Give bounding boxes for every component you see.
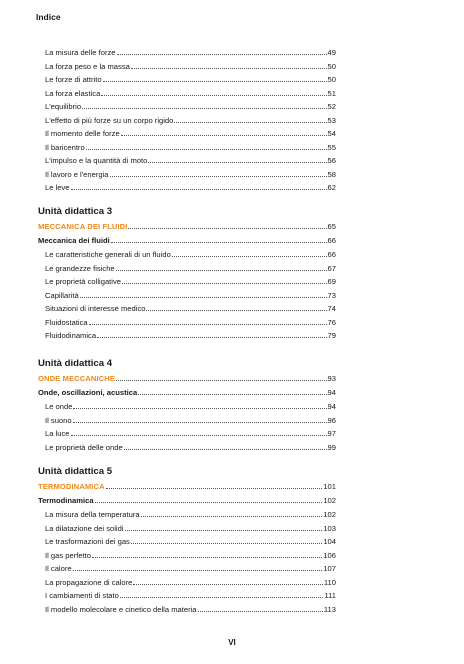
dot-leader — [117, 54, 327, 55]
toc-chapter[interactable] — [38, 384, 336, 397]
toc-page-number: 102 — [323, 510, 336, 519]
toc-entry[interactable] — [38, 166, 336, 179]
toc-page-number: 94 — [327, 402, 336, 411]
toc-page-number: 50 — [327, 75, 336, 84]
toc-entry-title: Fluidostatica — [45, 317, 88, 327]
toc-page-number: 74 — [327, 304, 336, 313]
toc-page-number: 101 — [323, 482, 336, 491]
toc-entry-title: Il lavoro e l'energia — [45, 169, 109, 179]
toc-page-number: 94 — [327, 388, 336, 397]
toc-entry[interactable] — [38, 425, 336, 438]
toc-entry[interactable] — [38, 587, 336, 600]
toc-entry[interactable] — [38, 44, 336, 57]
toc-entry[interactable] — [38, 125, 336, 138]
toc-entry[interactable] — [38, 273, 336, 286]
toc-entry[interactable] — [38, 58, 336, 71]
toc-entry-title: L'effetto di più forze su un corpo rigido — [45, 115, 174, 125]
toc-entry[interactable] — [38, 547, 336, 560]
dot-leader — [131, 68, 327, 69]
toc-entry[interactable] — [38, 287, 336, 300]
dot-leader — [86, 149, 327, 150]
toc-page-number: 66 — [327, 250, 336, 259]
toc-entry-title: La misura della temperatura — [45, 510, 140, 519]
toc-page-number: 54 — [327, 129, 336, 138]
dot-leader — [122, 283, 327, 284]
toc-chapter[interactable] — [38, 232, 336, 245]
dot-leader — [138, 394, 326, 395]
toc-entry[interactable] — [38, 179, 336, 192]
toc-page-number: 50 — [327, 61, 336, 71]
dot-leader — [128, 228, 326, 229]
dot-leader — [133, 584, 322, 585]
toc-entry-title: L'equilibrio — [45, 102, 82, 111]
dot-leader — [92, 557, 322, 558]
toc-entry[interactable] — [38, 506, 336, 519]
page-number: VI — [228, 638, 236, 647]
toc-entry-title: La dilatazione dei solidi — [45, 523, 124, 533]
toc-entry-title: MECCANICA DEI FLUIDI — [38, 222, 128, 231]
toc-entry-title: La misura delle forze — [45, 48, 116, 57]
toc-entry[interactable] — [38, 246, 336, 259]
unit-title: Unità didattica 5 — [38, 466, 113, 477]
toc-entry-title: La forza elastica — [45, 88, 101, 98]
toc-entry-title: Situazioni di interesse medico — [45, 304, 146, 313]
toc-entry-title: Le leve — [45, 183, 70, 192]
toc-page-number: 106 — [323, 550, 336, 560]
dot-leader — [121, 135, 327, 136]
toc-entry-title: Le onde — [45, 402, 73, 411]
dot-leader — [172, 256, 327, 257]
toc-entry-title: L'impulso e la quantità di moto — [45, 156, 148, 165]
toc-entry[interactable] — [38, 300, 336, 313]
toc-entry-title: Onde, oscillazioni, acustica — [38, 388, 138, 397]
toc-entry-title: Le caratteristiche generali di un fluido — [45, 250, 171, 259]
toc-entry[interactable] — [38, 601, 336, 614]
toc-page-number: 102 — [323, 496, 336, 505]
toc-entry[interactable] — [38, 260, 336, 273]
toc-section[interactable] — [38, 370, 336, 383]
toc-entry-title: La luce — [45, 429, 70, 438]
toc-entry[interactable] — [38, 327, 336, 340]
toc-chapter[interactable] — [38, 492, 336, 505]
toc-page-number: 51 — [327, 88, 336, 98]
toc-entry[interactable] — [38, 439, 336, 452]
toc-entry-title: I cambiamenti di stato — [45, 591, 119, 600]
dot-leader — [97, 337, 326, 338]
toc-page-number: 49 — [327, 48, 336, 57]
toc-page-number: 113 — [323, 604, 336, 614]
toc-page-number: 93 — [327, 374, 336, 383]
toc-entry[interactable] — [38, 85, 336, 98]
header-title: Indice — [36, 12, 61, 22]
dot-leader — [131, 543, 322, 544]
toc-entry[interactable] — [38, 152, 336, 165]
toc-page-number: 73 — [327, 290, 336, 300]
dot-leader — [116, 380, 327, 381]
toc-page-number: 65 — [327, 222, 336, 231]
dot-leader — [110, 176, 327, 177]
toc-page-number: 66 — [327, 236, 336, 245]
toc-page-number: 97 — [327, 429, 336, 438]
toc-page-number: 103 — [323, 523, 336, 533]
toc-entry-title: Fluidodinamica — [45, 331, 97, 340]
toc-page-number: 62 — [327, 183, 336, 192]
dot-leader — [71, 189, 327, 190]
toc-entry-title: Capillarità — [45, 290, 79, 300]
toc-page-number: 107 — [323, 564, 336, 573]
toc-page-number: 96 — [327, 415, 336, 425]
toc-entry-title: Le proprietà colligative — [45, 277, 121, 286]
dot-leader — [73, 570, 323, 571]
toc-page-number: 79 — [327, 331, 336, 340]
toc-entry-title: Il baricentro — [45, 142, 85, 152]
dot-leader — [101, 95, 326, 96]
unit-title: Unità didattica 4 — [38, 358, 113, 369]
toc-entry[interactable] — [38, 533, 336, 546]
toc-page-number: 104 — [323, 537, 336, 546]
toc-entry[interactable] — [38, 112, 336, 125]
toc-entry-title: TERMODINAMICA — [38, 482, 105, 491]
toc-page-number: 76 — [327, 317, 336, 327]
dot-leader — [124, 449, 327, 450]
toc-entry-title: ONDE MECCANICHE — [38, 374, 116, 383]
dot-leader — [103, 81, 327, 82]
toc-entry-title: Le trasformazioni dei gas — [45, 537, 130, 546]
toc-entry-title: Il modello molecolare e cinetico della materia — [45, 604, 197, 614]
toc-entry[interactable] — [38, 560, 336, 573]
toc-entry[interactable] — [38, 398, 336, 411]
dot-leader — [116, 270, 327, 271]
dot-leader — [141, 516, 323, 517]
toc-entry-title: La forza peso e la massa — [45, 61, 130, 71]
toc-entry[interactable] — [38, 314, 336, 327]
dot-leader — [89, 324, 327, 325]
toc-page-number: 99 — [327, 442, 336, 452]
dot-leader — [120, 597, 324, 598]
toc-entry[interactable] — [38, 139, 336, 152]
toc-section[interactable] — [38, 478, 336, 491]
dot-leader — [174, 122, 326, 123]
toc-entry-title: Le forze di attrito — [45, 75, 102, 84]
toc-entry-title: Termodinamica — [38, 496, 94, 505]
toc-page-number: 67 — [327, 263, 336, 273]
toc-entry[interactable] — [38, 71, 336, 84]
toc-entry-title: Il suono — [45, 415, 72, 425]
toc-entry-title: La propagazione di calore — [45, 577, 133, 587]
dot-leader — [148, 162, 326, 163]
unit-title: Unità didattica 3 — [38, 206, 113, 217]
toc-page-number: 53 — [327, 115, 336, 125]
toc-entry-title: Il gas perfetto — [45, 550, 92, 560]
toc-page-number: 69 — [327, 277, 336, 286]
dot-leader — [111, 242, 327, 243]
toc-page-number: 56 — [327, 156, 336, 165]
dot-leader — [125, 530, 323, 531]
dot-leader — [82, 108, 326, 109]
toc-page-number: 58 — [327, 169, 336, 179]
toc-entry-title: Meccanica dei fluidi — [38, 236, 110, 245]
toc-entry[interactable] — [38, 520, 336, 533]
toc-entry-title: Il calore — [45, 564, 72, 573]
dot-leader — [73, 422, 327, 423]
toc-entry[interactable] — [38, 412, 336, 425]
dot-leader — [198, 611, 323, 612]
toc-page-number: 52 — [327, 102, 336, 111]
toc-page-number: 111 — [324, 591, 336, 600]
dot-leader — [80, 297, 327, 298]
toc-entry-title: Le proprietà delle onde — [45, 442, 123, 452]
toc-entry[interactable] — [38, 98, 336, 111]
dot-leader — [71, 435, 327, 436]
dot-leader — [73, 408, 326, 409]
toc-section[interactable] — [38, 218, 336, 231]
toc-page-number: 55 — [327, 142, 336, 152]
toc-entry-title: Il momento delle forze — [45, 129, 120, 138]
dot-leader — [106, 488, 323, 489]
dot-leader — [95, 502, 323, 503]
dot-leader — [146, 310, 326, 311]
toc-entry[interactable] — [38, 574, 336, 587]
toc-page-number: 110 — [323, 577, 336, 587]
toc-entry-title: Le grandezze fisiche — [45, 263, 115, 273]
